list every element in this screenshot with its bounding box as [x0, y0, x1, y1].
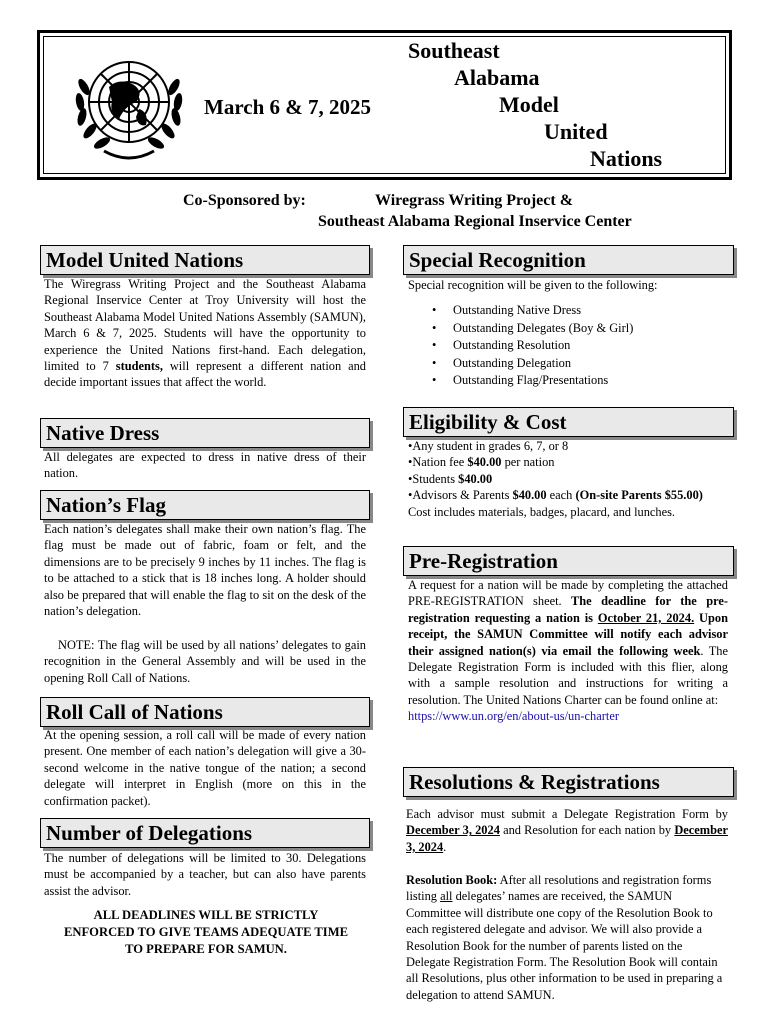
un-emblem-icon: [64, 47, 194, 167]
list-item: • Outstanding Delegates (Boy & Girl): [432, 320, 633, 338]
eligibility-text: •Any student in grades 6, 7, or 8 •Nation fee $40.00 per nation •Students $40.00 •Advisors & Parents $40.00 each (On-site Parents $55.00) Cost includes materials, badges, placard, and lunches.: [408, 439, 703, 519]
un-charter-link[interactable]: https://www.un.org/en/about-us/un-charter: [408, 709, 619, 724]
section-title-resolutions: Resolutions & Registrations: [403, 767, 734, 797]
mun-text: The Wiregrass Writing Project and the Southeast Alabama Regional Inservice Center at Troy University will host the Southeast Alabama Model United Nations Assembly (SAMUN), March 6 & 7, 2025. Students will have the opportunity to experience the United Nations first-hand. Each delegation, limited to 7 students, will represent a different nation and decide important issues that affect the world.: [44, 277, 367, 390]
event-date: March 6 & 7, 2025: [204, 95, 372, 119]
special-list: [432, 302, 633, 390]
section-title-delegations: Number of Delegations: [40, 818, 370, 848]
section-title-special: Special Recognition: [403, 245, 734, 275]
resolutions-text: Each advisor must submit a Delegate Registration Form by December 3, 2024 and Resolution for each nation by December 3, 2024.: [406, 807, 728, 854]
list-item: • Outstanding Native Dress: [432, 302, 633, 320]
special-intro: Special recognition will be given to the following:: [408, 278, 658, 292]
cosponsor-label: Co-Sponsored by:: [183, 192, 306, 209]
native-dress-text: All delegates are expected to dress in native dress of their nation.: [44, 450, 366, 481]
delegations-text: The number of delegations will be limited to 30. Delegations must be accompanied by a teacher, but can also have parents assist the advisor.: [44, 851, 366, 898]
resolution-book-text: Resolution Book: After all resolutions and registration forms listing all delegates’ names are received, the SAMUN Committee will distribute one copy of the Resolution Book to each registered delegate and advisor. We will also provide a Resolution Book for the number of parents listed on the Delegate Registration Form. The Resolution Book will contain all Resolutions, plus other information to be used in preparing a delegation to attend SAMUN.: [406, 873, 723, 1002]
title-line-5: Nations: [590, 146, 663, 171]
flag-text: Each nation’s delegates shall make their own nation’s flag. The flag must be made out of fabric, foam or felt, and the dimensions are to be precisely 9 inches by 11 inches. The flag is to be attached to a stick that is 18 inches long. A holder should also be prepared that will enable the flag to sit on the desk of the nation’s delegation.: [44, 522, 366, 619]
title-line-4: United: [544, 119, 608, 144]
section-title-prereg: Pre-Registration: [403, 546, 734, 576]
cosponsor-line-1: Wiregrass Writing Project &: [375, 192, 574, 209]
list-item: • Outstanding Resolution: [432, 337, 633, 355]
deadline-notice: ALL DEADLINES WILL BE STRICTLY ENFORCED TO GIVE TEAMS ADEQUATE TIME TO PREPARE FOR SAMUN.: [63, 908, 348, 956]
section-title-roll-call: Roll Call of Nations: [40, 697, 370, 727]
flag-note: NOTE: The flag will be used by all nations’ delegates to gain recognition in the General Assembly and will be used in the opening Roll Call of Nations.: [44, 638, 366, 685]
list-item: • Outstanding Flag/Presentations: [432, 372, 633, 390]
cosponsor-line-2: Southeast Alabama Regional Inservice Center: [318, 213, 632, 230]
section-title-flag: Nation’s Flag: [40, 490, 370, 520]
prereg-text: A request for a nation will be made by completing the attached PRE-REGISTRATION sheet. The deadline for the pre-registration requesting a nation is October 21, 2024. Upon receipt, the SAMUN Committee will notify each advisor their assigned nation(s) via email the following week. The Delegate Registration Form is included with this flier, along with a sample resolution and instructions for writing a resolution. The United Nations Charter can be found online at: https://www.un.org/en/about-us/un-charter: [408, 578, 728, 724]
title-line-2: Alabama: [454, 65, 540, 90]
roll-call-text: At the opening session, a roll call will be made of every nation present. One member of each nation’s delegation will give a 30-second welcome in the native tongue of the nation; a second delegate will interpret in English (more on this in the confirmation packet).: [44, 728, 366, 808]
section-title-native-dress: Native Dress: [40, 418, 370, 448]
title-line-3: Model: [499, 92, 559, 117]
title-line-1: Southeast: [408, 38, 500, 63]
list-item: • Outstanding Delegation: [432, 355, 633, 373]
section-title-eligibility: Eligibility & Cost: [403, 407, 734, 437]
section-title-mun: Model United Nations: [40, 245, 370, 275]
